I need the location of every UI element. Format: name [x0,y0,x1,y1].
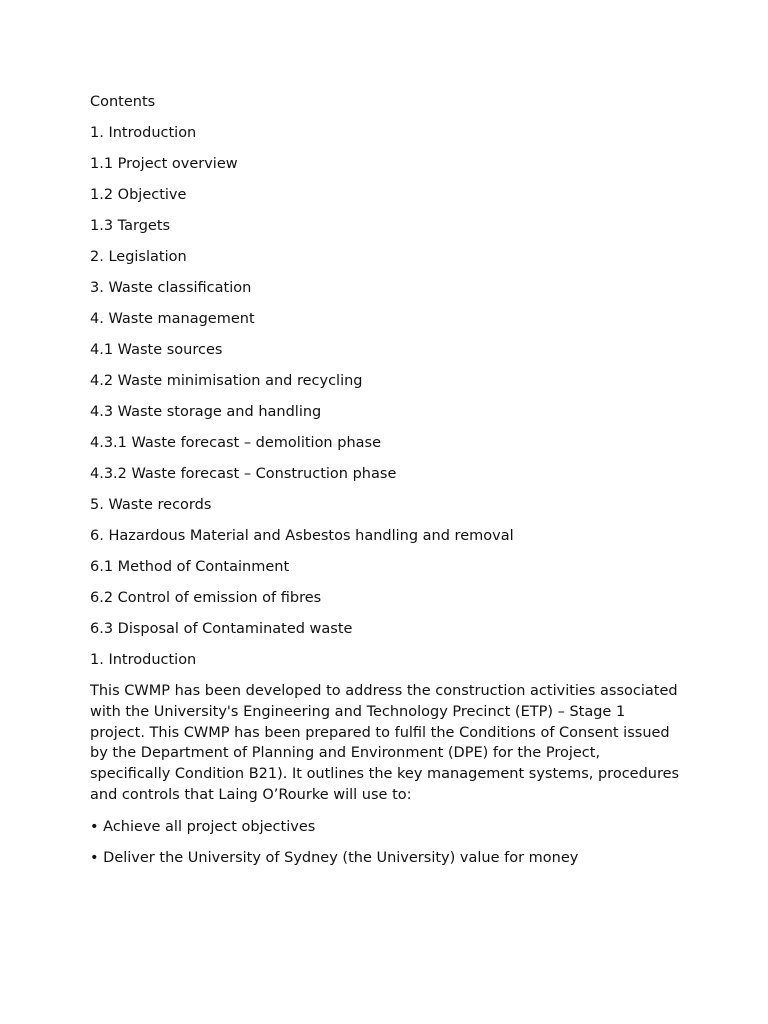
table-of-contents [90,123,680,639]
toc-item: 6.2 Control of emission of fibres [90,590,322,606]
document-page [90,92,680,879]
toc-item: 2. Legislation [90,249,187,265]
bullet-item: • Achieve all project objectives [90,818,316,835]
toc-item: 4. Waste management [90,311,255,327]
toc-item: 1.2 Objective [90,187,187,203]
bullet-item: • Deliver the University of Sydney (the University) value for money [90,849,579,866]
contents-heading: Contents [90,94,156,110]
section-heading: 1. Introduction [90,652,197,668]
toc-item: 4.3.2 Waste forecast – Construction phase [90,466,397,482]
toc-item: 1. Introduction [90,125,197,141]
toc-item: 3. Waste classification [90,280,252,296]
toc-item: 4.2 Waste minimisation and recycling [90,373,363,389]
intro-paragraph: This CWMP has been developed to address the construction activities associated with the University's Engineering and Technology Precinct (ETP) – Stage 1 project. This CWMP has been prepared to fulfil the Conditions of Consent issued by the Department of Planning and Environment (DPE) for the Project, specifically Condition B21). It outlines the key management systems, procedures and controls that Laing O’Rourke will use to: [90,683,680,803]
toc-item: 6. Hazardous Material and Asbestos handling and removal [90,528,514,544]
toc-item: 6.3 Disposal of Contaminated waste [90,621,353,637]
toc-item: 4.3.1 Waste forecast – demolition phase [90,435,381,451]
toc-item: 1.1 Project overview [90,156,238,172]
toc-item: 4.3 Waste storage and handling [90,404,322,420]
bullet-list [90,817,680,868]
toc-item: 5. Waste records [90,497,212,513]
toc-item: 1.3 Targets [90,218,171,234]
toc-item: 6.1 Method of Containment [90,559,290,575]
toc-item: 4.1 Waste sources [90,342,223,358]
